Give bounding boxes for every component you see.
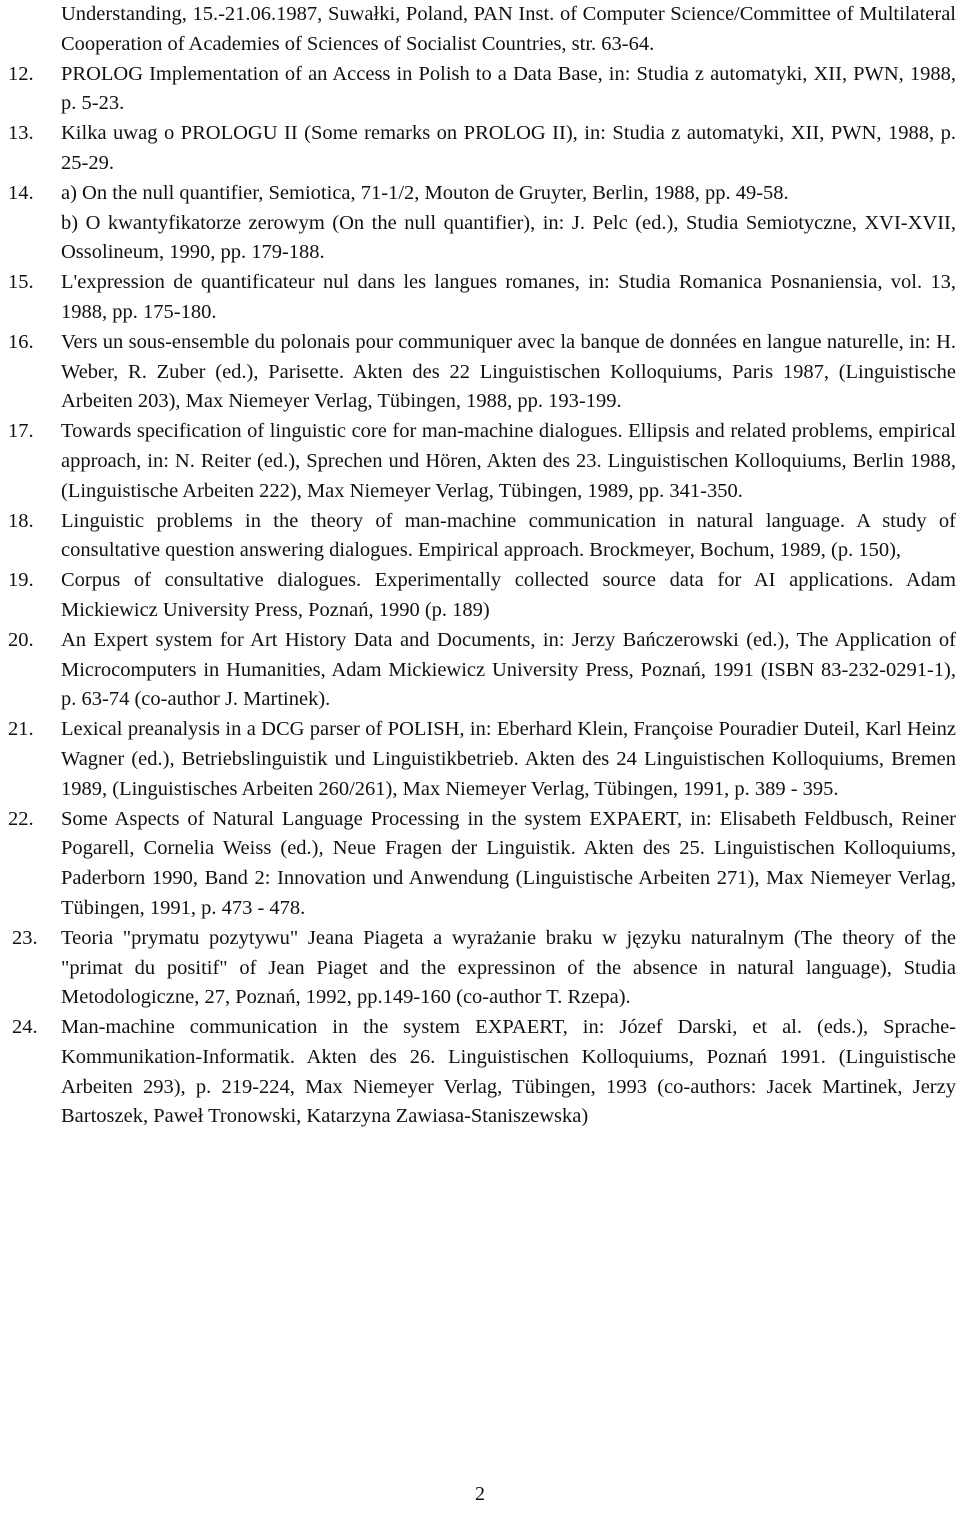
entry-text: Linguistic problems in the theory of man-machine communication in natural language. A study of consultative question answering dialogues. Empirical approach. Brockmeyer, Bochum, 1989, (p. 150), [61, 509, 956, 562]
entry-text: Man-machine communication in the system EXPAERT, in: Józef Darski, et al. (eds.), Sprache-Kommunikation-Informatik. Akten des 26. Linguistischen Kolloquiums, Poznań 1991. (Linguistische Arbeiten 293), p. 219-224, Max Niemeyer Verlag, Tübingen, 1993 (co-authors: Jacek Martinek, Jerzy Bartoszek, Paweł Tronowski, Katarzyna Zawiasa-Staniszewska) [61, 1016, 956, 1128]
list-item [8, 60, 956, 120]
entry-number: 23. [12, 926, 38, 949]
entry-number: 13. [8, 122, 34, 145]
list-item [8, 924, 956, 1013]
entry-text: Kilka uwag o PROLOGU II (Some remarks on PROLOG II), in: Studia z automatyki, XII, PWN, 1988, p. 25-29. [61, 122, 956, 174]
list-item [8, 566, 956, 626]
list-item [8, 507, 956, 567]
entry-text: Vers un sous-ensemble du polonais pour communiquer avec la banque de données en langue naturelle, in: H. Weber, R. Zuber (ed.), Parisette. Akten des 22 Linguistischen Kolloquiums, Paris 1987, (Linguistische Arbeiten 203), Max Niemeyer Verlag, Tübingen, 1988, pp. 193-199. [61, 330, 956, 413]
list-item [8, 626, 956, 715]
bibliography-list [8, 0, 956, 1132]
entry-number: 24. [12, 1016, 38, 1039]
entry-subitem-a: a) On the null quantifier, Semiotica, 71-1/2, Mouton de Gruyter, Berlin, 1988, pp. 49-58. [61, 181, 789, 204]
entry-text: Understanding, 15.-21.06.1987, Suwałki, Poland, PAN Inst. of Computer Science/Committee of Multilateral Cooperation of Academies of Sciences of Socialist Countries, str. 63-64. [61, 3, 956, 55]
entry-subitem-b: b) O kwantyfikatorze zerowym (On the null quantifier), in: J. Pelc (ed.), Studia Semiotyczne, XVI-XVII, Ossolineum, 1990, pp. 179-188. [61, 211, 956, 264]
entry-text: Teoria "prymatu pozytywu" Jeana Piageta a wyrażanie braku w języku naturalnym (The theory of the "primat du positif" of Jean Piaget and the expressinon of the absence in natural language), Studia Metodologiczne, 27, Poznań, 1992, pp.149-160 (co-author T. Rzepa). [61, 926, 956, 1009]
list-item [8, 417, 956, 506]
entry-number: 19. [8, 569, 34, 592]
list-item [8, 268, 956, 328]
entry-number: 22. [8, 807, 34, 830]
list-item [8, 0, 956, 60]
entry-number: 21. [8, 718, 34, 741]
entry-text: An Expert system for Art History Data and Documents, in: Jerzy Bańczerowski (ed.), The Application of Microcomputers in Humanities, Adam Mickiewicz University Press, Poznań, 1991 (ISBN 83-232-0291-1), p. 63-74 (co-author J. Martinek). [61, 628, 956, 711]
list-item [8, 1013, 956, 1132]
entry-text: Towards specification of linguistic core for man-machine dialogues. Ellipsis and related problems, empirical approach, in: N. Reiter (ed.), Sprechen und Hören, Akten des 23. Linguistischen Kolloquiums, Berlin 1988, (Linguistische Arbeiten 222), Max Niemeyer Verlag, Tübingen, 1989, pp. 341-350. [61, 420, 956, 502]
list-item [8, 119, 956, 179]
list-item [8, 805, 956, 924]
entry-number: 17. [8, 420, 34, 443]
entry-number: 18. [8, 509, 34, 532]
entry-text: Corpus of consultative dialogues. Experimentally collected source data for AI applications. Adam Mickiewicz University Press, Poznań, 1990 (p. 189) [61, 569, 956, 621]
entry-text: PROLOG Implementation of an Access in Polish to a Data Base, in: Studia z automatyki, XII, PWN, 1988, p. 5-23. [61, 62, 956, 115]
list-item [8, 179, 956, 268]
page-number: 2 [475, 1483, 485, 1505]
entry-number: 15. [8, 271, 34, 294]
entry-text: Some Aspects of Natural Language Processing in the system EXPAERT, in: Elisabeth Feldbusch, Reiner Pogarell, Cornelia Weiss (ed.), Neue Fragen der Linguistik. Akten des 25. Linguistischen Kolloquiums, Paderborn 1990, Band 2: Innovation und Anwendung (Linguistische Arbeiten 271), Max Niemeyer Verlag, Tübingen, 1991, p. 473 - 478. [61, 807, 956, 919]
entry-number: 14. [8, 181, 34, 204]
entry-number: 20. [8, 628, 34, 651]
list-item [8, 328, 956, 417]
entry-number: 16. [8, 330, 34, 353]
entry-text: Lexical preanalysis in a DCG parser of POLISH, in: Eberhard Klein, Françoise Pouradier Duteil, Karl Heinz Wagner (ed.), Betriebslinguistik und Linguistikbetrieb. Akten des 24 Linguistischen Kolloquiums, Bremen 1989, (Linguistisches Arbeiten 260/261), Max Niemeyer Verlag, Tübingen, 1991, p. 389 - 395. [61, 718, 956, 800]
entry-number: 12. [8, 62, 34, 85]
entry-text: L'expression de quantificateur nul dans les langues romanes, in: Studia Romanica Posnaniensia, vol. 13, 1988, pp. 175-180. [61, 271, 956, 323]
entry-text [61, 179, 956, 268]
list-item [8, 715, 956, 804]
